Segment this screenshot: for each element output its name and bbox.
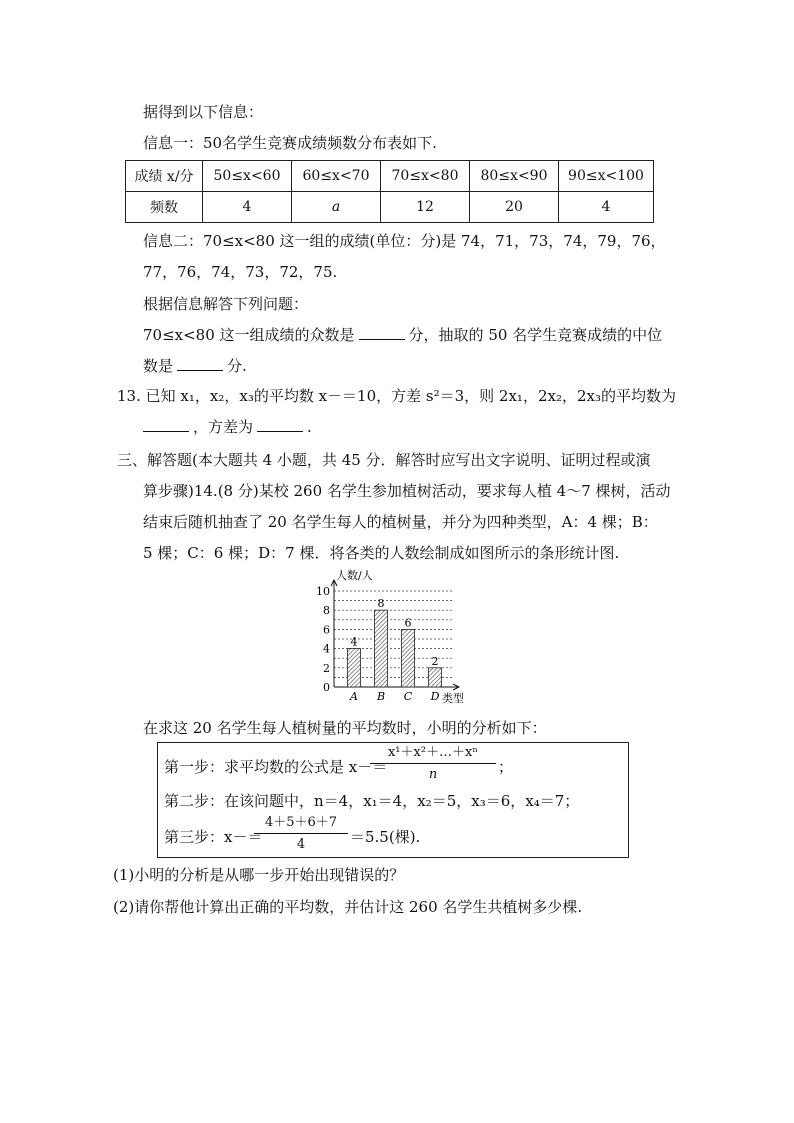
section3-line1: 三、解答题(本大题共 4 小题，共 45 分．解答时应写出文字说明、证明过程或演 <box>117 451 651 469</box>
x-axis-title: 类型 <box>442 692 464 704</box>
data-label: 6 <box>404 616 412 630</box>
section3-line2: 算步骤)14.(8 分)某校 260 名学生参加植树活动，要求每人植 4～7 棵树，活动 <box>143 482 671 500</box>
table-cell: a <box>292 192 381 223</box>
q13-text-b: ，方差为 <box>193 418 254 436</box>
data-label: 8 <box>377 597 385 611</box>
q13-line1 <box>117 386 676 406</box>
x-tick-label: C <box>403 690 413 703</box>
y-tick-label: 6 <box>323 623 330 637</box>
answer-blank-mean[interactable] <box>143 417 189 432</box>
step1-end: ； <box>498 758 514 776</box>
table-cell: 12 <box>381 192 470 223</box>
step3-end: ＝5.5(棵). <box>350 828 421 846</box>
section3-line3: 结束后随机抽查了 20 名学生每人的植树量，并分为四种类型，A：4 棵；B： <box>143 513 658 531</box>
fraction-bar <box>370 763 496 764</box>
q12-text-d: 分. <box>227 357 247 375</box>
bar <box>375 610 388 687</box>
q12-line2 <box>143 356 247 376</box>
fraction-bar <box>254 833 348 834</box>
step1-denominator: n <box>428 767 438 782</box>
table-cell: 70≤x<80 <box>381 161 470 192</box>
analysis-box <box>157 742 629 858</box>
step3-denominator: 4 <box>296 837 306 852</box>
answer-blank-variance[interactable] <box>257 417 303 432</box>
table-header-row <box>126 161 654 192</box>
step1-text: 第一步：求平均数的公式是 x－＝ <box>164 758 388 776</box>
q13-text: 已知 x₁，x₂，x₃的平均数 x－＝10，方差 s²＝3，则 2x₁，2x₂，2x₃的平均数为 <box>145 387 676 405</box>
q13-text-c: . <box>307 418 312 436</box>
answer-blank-mode[interactable] <box>359 325 405 340</box>
frequency-table <box>125 160 654 223</box>
step3-numerator: 4＋5＋6＋7 <box>264 815 338 830</box>
x-tick-label: D <box>430 690 440 703</box>
q12-text-c: 数是 <box>143 357 174 375</box>
y-tick-label: 0 <box>323 681 330 694</box>
info-two-line1: 信息二：70≤x<80 这一组的成绩(单位：分)是 74，71，73，74，79，76， <box>143 232 666 250</box>
y-tick-label: 10 <box>316 585 330 598</box>
table-cell: 4 <box>203 192 292 223</box>
table-cell: 50≤x<60 <box>203 161 292 192</box>
q12-text-a: 70≤x<80 这一组成绩的众数是 <box>143 326 355 344</box>
table-cell: 4 <box>559 192 654 223</box>
y-tick-label: 8 <box>323 604 330 618</box>
bar <box>402 629 415 687</box>
q12-line1 <box>143 325 662 345</box>
table-cell: 成绩 x/分 <box>126 161 203 192</box>
q13-number: 13. <box>117 387 141 405</box>
bar-chart <box>312 568 474 704</box>
analysis-intro: 在求这 20 名学生每人植树量的平均数时，小明的分析如下： <box>143 719 547 737</box>
y-tick-label: 4 <box>323 642 330 656</box>
step2-text: 第二步：在该问题中，n＝4，x₁＝4，x₂＝5，x₃＝6，x₄＝7； <box>164 792 580 810</box>
q13-line2 <box>143 417 312 437</box>
data-label: 4 <box>350 635 358 649</box>
x-tick-label: B <box>376 690 386 703</box>
question-2: (2)请你帮他计算出正确的平均数，并估计这 260 名学生共植树多少棵. <box>113 898 583 916</box>
table-cell: 90≤x<100 <box>559 161 654 192</box>
intro-text: 据得到以下信息： <box>143 103 264 121</box>
table-cell: 频数 <box>126 192 203 223</box>
q12-text-b: 分，抽取的 50 名学生竞赛成绩的中位 <box>408 326 663 344</box>
answer-blank-median[interactable] <box>177 356 223 371</box>
step3-text: 第三步：x－＝ <box>164 828 263 846</box>
question-1: (1)小明的分析是从哪一步开始出现错误的？ <box>113 866 405 884</box>
section3-line4: 5 棵；C：6 棵；D：7 棵．将各类的人数绘制成如图所示的条形统计图. <box>143 544 620 562</box>
table-cell: 20 <box>470 192 559 223</box>
y-axis-title: 人数/人 <box>336 569 373 582</box>
bar <box>348 649 361 687</box>
x-tick-label: A <box>350 690 358 703</box>
ask-text: 根据信息解答下列问题： <box>143 295 309 313</box>
step1-numerator: x¹＋x²＋…＋xⁿ <box>387 745 479 760</box>
y-tick-label: 2 <box>323 661 330 675</box>
info-one-text: 信息一：50名学生竞赛成绩频数分布表如下. <box>143 134 437 152</box>
info-two-line2: 77，76，74，73，72，75. <box>143 263 338 281</box>
bar <box>429 668 442 687</box>
data-label: 2 <box>431 654 439 668</box>
table-cell: 60≤x<70 <box>292 161 381 192</box>
table-row <box>126 192 654 223</box>
table-cell: 80≤x<90 <box>470 161 559 192</box>
